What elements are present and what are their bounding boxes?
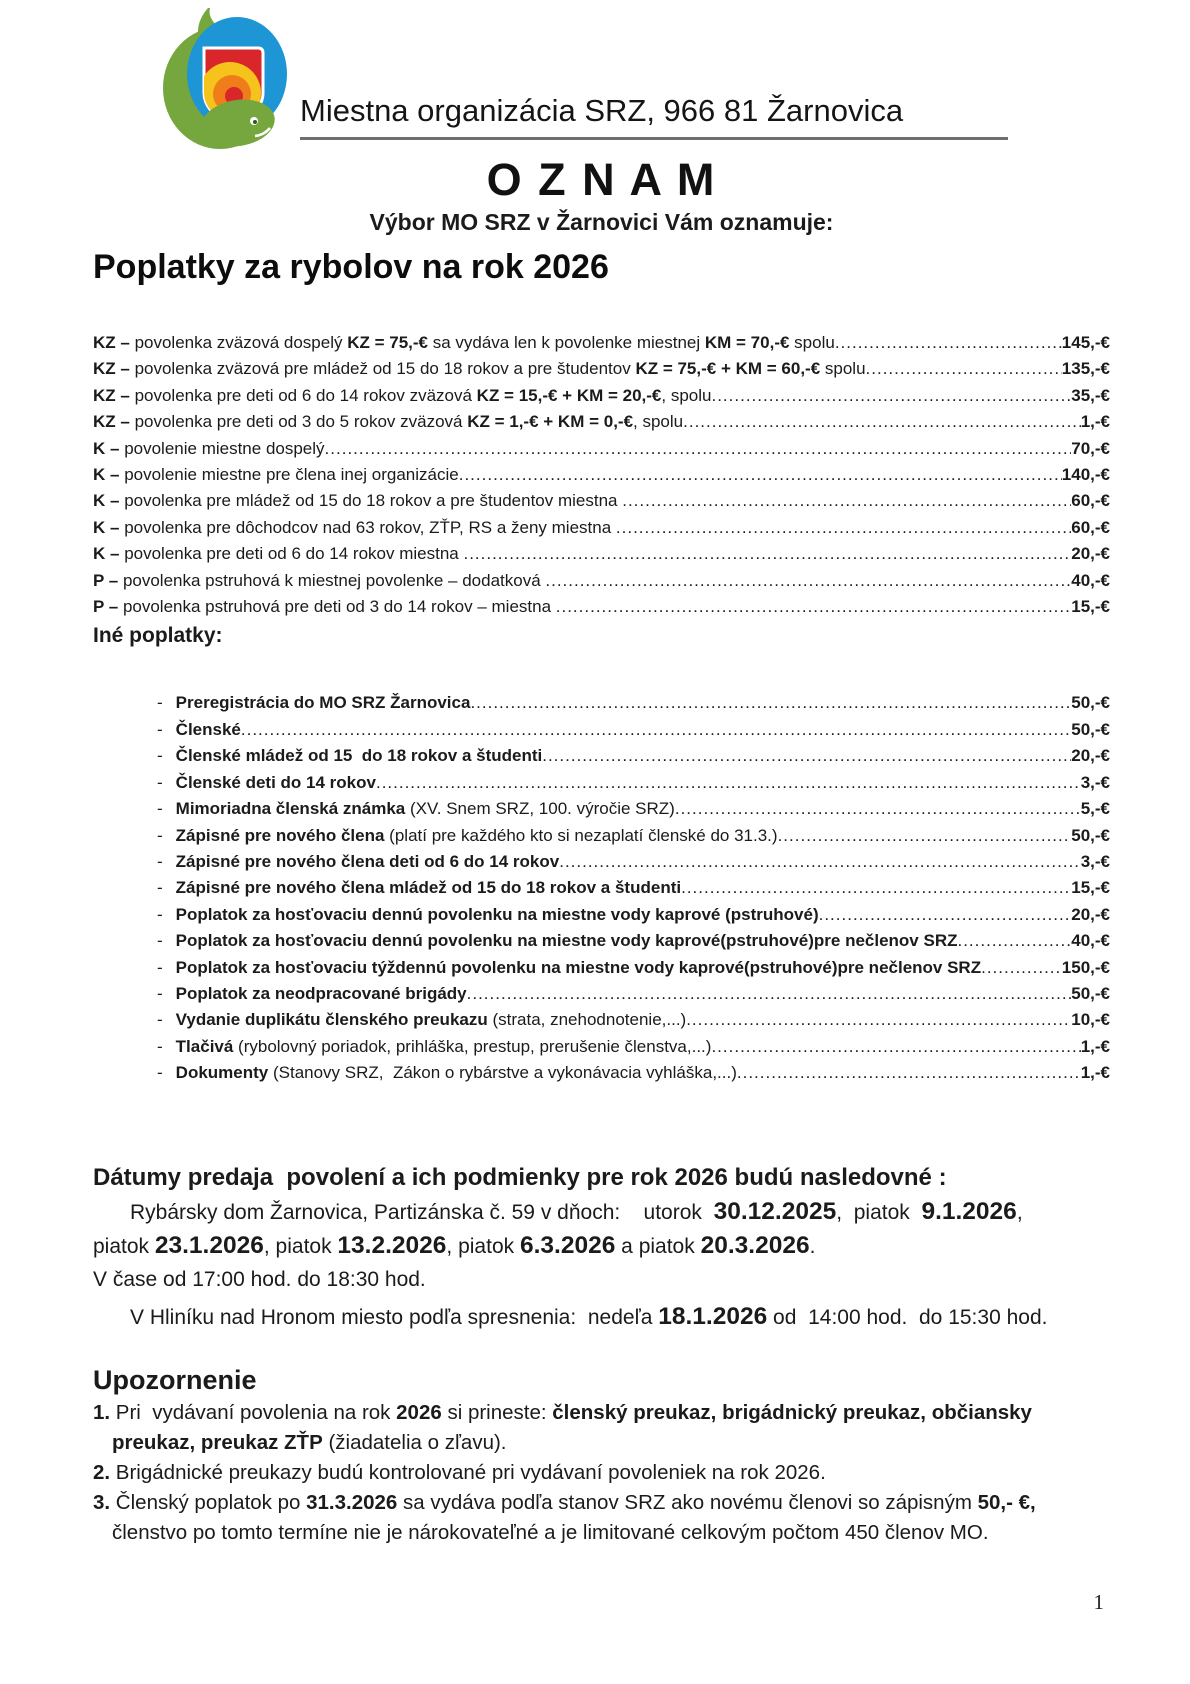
list-dash: - [157,1010,163,1030]
dot-leader [545,568,1071,594]
sale-dates-line [93,1195,1110,1229]
fee-label [93,356,866,382]
fee-price: 135,-€ [1061,359,1110,379]
fee-label [176,823,778,849]
notice-line [93,1398,1110,1428]
fee-row [93,902,1110,928]
list-dash: - [157,1063,163,1083]
fee-label [176,743,543,769]
text-segment: piatok [93,1234,155,1258]
list-dash: - [157,825,163,845]
list-dash: - [157,799,163,819]
text-segment: 3. [93,1490,111,1514]
text-segment: povolenka pre mládež od 15 do 18 rokov a pre študentov miestna [124,491,623,511]
other-fees-list [93,690,1110,1086]
fee-price: 3,-€ [1080,851,1110,871]
sale-dates-line [93,1229,1110,1263]
text-segment: K – [93,465,125,485]
text-segment: 30.12.2025 [713,1197,837,1225]
dot-leader [711,1034,1080,1060]
dot-leader [683,409,1081,435]
dot-leader [981,955,1062,981]
notice-line [93,1428,1110,1458]
fee-price: 1,-€ [1080,412,1110,432]
srz-fish-logo-icon [158,8,292,150]
fee-row [93,1034,1110,1060]
text-segment: a piatok [615,1234,701,1258]
dot-leader [542,743,1071,769]
text-segment: povolenka pre dôchodcov nad 63 rokov, ZŤP, RS a ženy miestna [124,517,616,537]
fee-label [93,436,325,462]
dot-leader [556,594,1071,620]
fee-row [93,955,1110,981]
text-segment: 2. [93,1460,111,1484]
dot-leader [470,690,1071,716]
dot-leader [616,515,1071,541]
list-dash: - [157,983,163,1003]
text-segment: Zápisné pre nového člena mládež od 15 do 18 rokov a študenti [175,878,682,898]
text-segment: Zápisné pre nového člena deti od 6 do 14 rokov [175,851,560,871]
dot-leader [711,383,1071,409]
text-segment: 1. [93,1400,111,1424]
fee-price: 20,-€ [1071,544,1110,564]
fee-label [176,928,958,954]
fee-row [93,1007,1110,1033]
text-segment: povolenka zväzová pre mládež od 15 do 18 rokov a pre študentov [134,359,636,379]
fee-label [93,462,459,488]
fee-row [93,796,1110,822]
fee-label [93,568,545,594]
fee-row [93,488,1110,514]
notice-heading: Upozornenie [93,1364,257,1395]
text-segment: KZ = 15,-€ + KM = 20,-€ [476,385,662,405]
fee-price: 20,-€ [1071,904,1110,924]
list-dash: - [157,904,163,924]
text-segment: (Stanovy SRZ, Zákon o rybárstve a vykonávacia vyhláška,...) [268,1063,737,1083]
fee-row [93,743,1110,769]
text-segment: Členské [175,719,241,739]
fee-price: 20,-€ [1071,746,1110,766]
fee-price: 5,-€ [1080,799,1110,819]
text-segment: V čase od 17:00 hod. do 18:30 hod. [93,1267,426,1291]
fee-price: 140,-€ [1061,465,1110,485]
fee-label [176,796,675,822]
text-segment: Poplatok za hosťovaciu dennú povolenku na miestne vody kaprové (pstruhové) [175,904,819,924]
fee-price: 1,-€ [1080,1063,1110,1083]
text-segment: povolenka zväzová dospelý [134,333,348,352]
text-segment: K – [93,544,125,564]
dot-leader [559,849,1080,875]
fee-price: 145,-€ [1061,333,1110,352]
fee-price: 70,-€ [1071,438,1110,458]
dot-leader [737,1060,1081,1086]
text-segment: Mimoriadna členská známka [175,799,406,819]
text-segment: Členské deti do 14 rokov [175,772,376,792]
fee-label [176,717,241,743]
fee-row [93,594,1110,620]
dot-leader [866,356,1062,382]
text-segment: povolenka pstruhová k miestnej povolenke – dodatková [122,570,546,590]
text-segment: KZ – [93,333,135,352]
fee-label [93,541,463,567]
fee-row [93,875,1110,901]
text-segment: KZ – [93,385,135,405]
text-segment: KZ – [93,359,135,379]
text-segment: 50,- €, [977,1490,1036,1514]
text-segment: P – [93,570,123,590]
fee-label [93,409,683,435]
text-segment: 20.3.2026 [700,1231,810,1259]
text-segment: Vydanie duplikátu členského preukazu [175,1010,488,1030]
text-segment: K – [93,491,125,511]
text-segment: (rybolovný poriadok, prihláška, prestup, prerušenie členstva,...) [233,1036,712,1056]
text-segment: Pri vydávaní povolenia na rok [110,1400,397,1424]
text-segment: (strata, znehodnotenie,...) [487,1010,687,1030]
fee-label [93,594,556,620]
text-segment: KZ = 75,-€ [347,333,428,352]
fee-price: 10,-€ [1071,1010,1110,1030]
text-segment: , piatok [836,1200,922,1224]
text-segment: Poplatok za hosťovaciu dennú povolenku na miestne vody kaprové(pstruhové)pre nečlenov SRZ [175,931,958,951]
dot-leader [957,928,1071,954]
fee-label [176,902,819,928]
fee-price: 15,-€ [1071,878,1110,898]
fee-price: 50,-€ [1071,693,1110,713]
dot-leader [467,981,1072,1007]
fee-price: 60,-€ [1071,491,1110,511]
fee-label [176,981,467,1007]
fee-row [93,690,1110,716]
fish-eye [253,120,257,124]
dot-leader [778,823,1072,849]
text-segment: P – [93,597,123,617]
text-segment: K – [93,438,125,458]
text-segment: KZ = 1,-€ + KM = 0,-€ [467,412,634,432]
list-dash: - [157,693,163,713]
fee-price: 15,-€ [1071,597,1110,617]
fee-price: 50,-€ [1071,983,1110,1003]
document-body [93,154,1110,1548]
fee-label [93,515,616,541]
text-segment: sa vydáva len k povolenke miestnej [428,333,705,352]
page-title: O Z N A M [486,154,717,205]
text-segment: KM = 70,-€ [704,333,790,352]
fees-heading: Poplatky za rybolov na rok 2026 [93,248,609,286]
fee-row [93,383,1110,409]
text-segment: Rybársky dom Žarnovica, Partizánska č. 59 v dňoch: utorok [130,1200,714,1224]
dot-leader [686,1007,1071,1033]
text-segment: sa vydáva podľa stanov SRZ ako novému členovi so zápisným [397,1490,978,1514]
fee-row [93,515,1110,541]
text-segment: , spolu [633,412,684,432]
dot-leader [376,770,1081,796]
text-segment: (žiadatelia o zľavu). [322,1430,507,1454]
list-dash: - [157,1036,163,1056]
text-segment: 9.1.2026 [921,1197,1017,1225]
text-segment: (XV. Snem SRZ, 100. výročie SRZ) [405,799,675,819]
text-segment: KZ = 75,-€ + KM = 60,-€ [635,359,821,379]
text-segment: Členský poplatok po [110,1490,307,1514]
fee-label [93,330,835,356]
fee-row [93,928,1110,954]
fee-price: 50,-€ [1071,719,1110,739]
fee-row [93,409,1110,435]
org-name: Miestna organizácia SRZ, 966 81 Žarnovica [300,93,1008,140]
fee-price: 150,-€ [1061,957,1110,977]
text-segment: 13.2.2026 [337,1231,447,1259]
dot-leader [819,902,1072,928]
fee-row [93,330,1110,356]
fees-list [93,330,1110,620]
fee-price: 40,-€ [1071,570,1110,590]
dot-leader [622,488,1071,514]
list-dash: - [157,772,163,792]
fee-label [176,1007,687,1033]
text-segment: spolu [789,333,835,352]
fee-row [93,770,1110,796]
fee-price: 3,-€ [1080,772,1110,792]
text-segment: 18.1.2026 [658,1302,768,1330]
document-header [0,0,1190,152]
sale-dates-line [93,1263,1110,1296]
page-number: 1 [1093,1590,1104,1614]
text-segment: Členské mládež od 15 do 18 rokov a študenti [175,746,543,766]
fee-row [93,462,1110,488]
text-segment: od 14:00 hod. do 15:30 hod. [767,1305,1048,1329]
fee-row [93,1060,1110,1086]
sale-dates-heading: Dátumy predaja povolení a ich podmienky pre rok 2026 budú nasledovné : [93,1163,947,1191]
text-segment: K – [93,517,125,537]
text-segment: Brigádnické preukazy budú kontrolované pri vydávaní povoleniek na rok 2026. [110,1460,826,1484]
dot-leader [241,717,1071,743]
dot-leader [463,541,1071,567]
other-fees-heading: Iné poplatky: [93,624,223,648]
notice-paragraph [93,1398,1110,1548]
text-segment: 2026 [396,1400,442,1424]
fee-label [93,488,622,514]
text-segment: (platí pre každého kto si nezaplatí členské do 31.3.) [384,825,778,845]
fee-price: 40,-€ [1071,931,1110,951]
text-segment: spolu [820,359,866,379]
fee-label [176,875,681,901]
notice-line [93,1458,1110,1488]
fee-price: 60,-€ [1071,517,1110,537]
text-segment: , piatok [446,1234,520,1258]
list-dash: - [157,851,163,871]
fee-label [176,690,471,716]
text-segment: členstvo po tomto termíne nie je nárokovateľné a je limitované celkovým počtom 450 členov MO. [112,1520,989,1544]
text-segment: 23.1.2026 [154,1231,264,1259]
text-segment: . [809,1234,816,1258]
text-segment: Dokumenty [175,1063,269,1083]
fee-row [93,981,1110,1007]
text-segment: preukaz, preukaz ZŤP [112,1430,323,1454]
text-segment: povolenka pre deti od 6 do 14 rokov miestna [124,544,464,564]
fee-price: 1,-€ [1080,1036,1110,1056]
dot-leader [835,330,1062,356]
sale-dates-line [93,1300,1110,1334]
fee-row [93,717,1110,743]
text-segment: KZ – [93,412,135,432]
list-dash: - [157,719,163,739]
text-segment: 31.3.2026 [306,1490,398,1514]
text-segment: členský preukaz, brigádnický preukaz, občiansky [552,1400,1032,1424]
text-segment: Poplatok za neodpracované brigády [175,983,467,1003]
text-segment: V Hliníku nad Hronom miesto podľa spresnenia: nedeľa [130,1305,659,1329]
fee-row [93,356,1110,382]
sale-dates-paragraph [93,1195,1110,1334]
fee-label [176,770,376,796]
fee-label [176,1060,737,1086]
fee-price: 35,-€ [1071,385,1110,405]
dot-leader [459,462,1062,488]
text-segment: , [1016,1200,1023,1224]
fee-label [93,383,711,409]
text-segment: Preregistrácia do MO SRZ Žarnovica [175,693,471,713]
fee-label [176,1034,712,1060]
fee-label [176,849,560,875]
text-segment: , spolu [661,385,712,405]
text-segment: Tlačivá [175,1036,234,1056]
dot-leader [675,796,1081,822]
list-dash: - [157,957,163,977]
fee-row [93,568,1110,594]
text-segment: 6.3.2026 [519,1231,616,1259]
notice-line [93,1488,1110,1518]
text-segment: Poplatok za hosťovaciu týždennú povolenku na miestne vody kaprové(pstruhové)pre nečlenov SRZ [175,957,982,977]
text-segment: povolenie miestne dospelý [124,438,325,458]
list-dash: - [157,878,163,898]
text-segment: povolenka pre deti od 3 do 5 rokov zväzová [134,412,468,432]
list-dash: - [157,931,163,951]
dot-leader [325,436,1072,462]
fee-row [93,823,1110,849]
fee-row [93,436,1110,462]
text-segment: povolenka pre deti od 6 do 14 rokov zväzová [134,385,477,405]
dot-leader [681,875,1071,901]
list-dash: - [157,746,163,766]
text-segment: povolenka pstruhová pre deti od 3 do 14 rokov – miestna [122,597,556,617]
text-segment: Zápisné pre nového člena [175,825,385,845]
fee-row [93,849,1110,875]
fee-label [176,955,981,981]
text-segment: si prineste: [441,1400,553,1424]
fee-price: 50,-€ [1071,825,1110,845]
page-subtitle: Výbor MO SRZ v Žarnovici Vám oznamuje: [369,209,834,235]
notice-line [93,1518,1110,1548]
text-segment: , piatok [263,1234,338,1258]
fee-row [93,541,1110,567]
text-segment: povolenie miestne pre člena inej organizácie [124,465,459,485]
